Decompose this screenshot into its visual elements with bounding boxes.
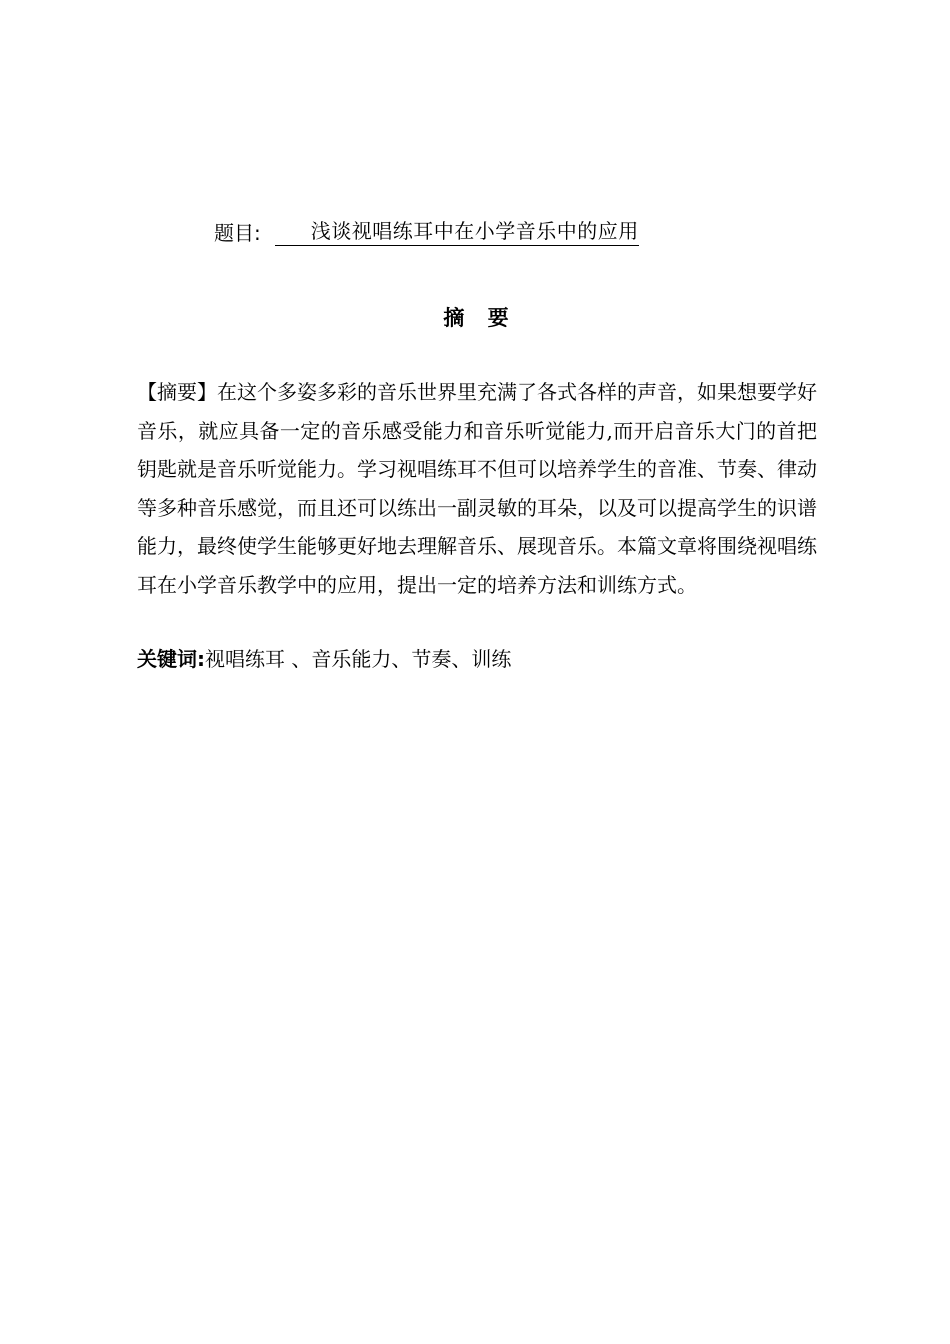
abstract-label: 【摘要】 xyxy=(137,380,217,404)
thesis-title-line xyxy=(214,214,639,246)
keywords-text: 视唱练耳 、音乐能力、节奏、训练 xyxy=(205,647,512,671)
title-label: 题目: xyxy=(214,221,261,245)
abstract-heading: 摘 要 xyxy=(443,306,517,330)
keywords-line xyxy=(137,642,511,676)
keywords-label: 关键词: xyxy=(137,647,205,671)
thesis-title: 浅谈视唱练耳中在小学音乐中的应用 xyxy=(275,217,639,246)
abstract-paragraph xyxy=(137,373,817,604)
abstract-text: 在这个多姿多彩的音乐世界里充满了各式各样的声音，如果想要学好音乐，就应具备一定的音乐感受能力和音乐听觉能力,而开启音乐大门的首把钥匙就是音乐听觉能力。学习视唱练耳不但可以培养学生的音准、节奏、律动等多种音乐感觉，而且还可以练出一副灵敏的耳朵，以及可以提高学生的识谱能力，最终使学生能够更好地去理解音乐、展现音乐。本篇文章将围绕视唱练耳在小学音乐教学中的应用，提出一定的培养方法和训练方式。 xyxy=(137,380,817,597)
